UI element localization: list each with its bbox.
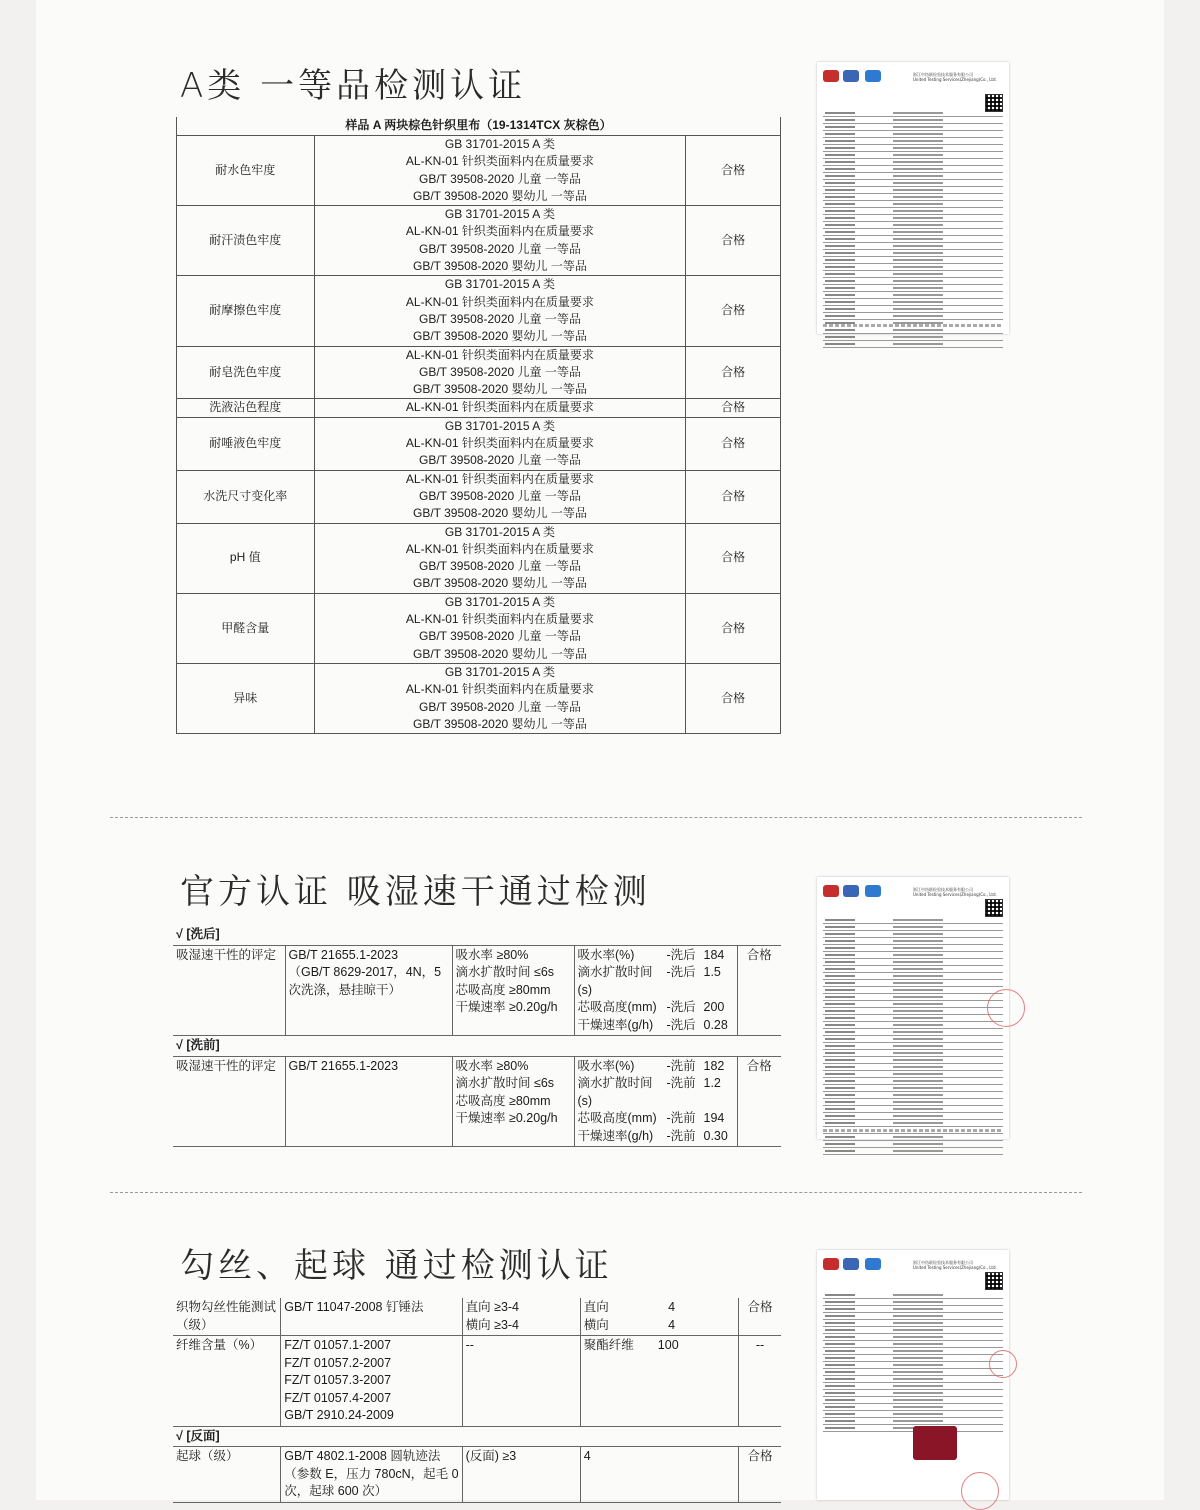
result: 合格 (686, 136, 781, 206)
report-line (823, 208, 1003, 215)
company-name: 浙江中纺联检验技术服务有限公司 United Testing Services(Zhejiang)Co., Ltd. (913, 1260, 997, 1270)
pilling-row (173, 1447, 781, 1503)
report-line (823, 973, 1003, 980)
standard-line: AL-KN-01 针织类面料内在质量要求 (405, 224, 594, 239)
standard-line: GB/T 39508-2020 婴幼儿 一等品 (412, 646, 587, 661)
standard-line: GB/T 39508-2020 婴幼儿 一等品 (412, 576, 587, 591)
divider (110, 1192, 1082, 1193)
report-line (823, 131, 1003, 138)
standard-line: GB/T 39508-2020 婴幼儿 一等品 (412, 382, 587, 397)
result: 合格 (737, 945, 781, 1036)
qr-code-icon (985, 899, 1003, 917)
table-row (177, 593, 781, 663)
report-line (823, 1320, 1003, 1327)
standard-list (314, 399, 686, 417)
standard-list (314, 663, 686, 733)
report-line (823, 334, 1003, 341)
item-name: 水洗尺寸变化率 (177, 470, 315, 523)
table-row (177, 523, 781, 593)
report-line (823, 1376, 1003, 1383)
report-thumbnail-c (817, 1250, 1009, 1500)
report-line (823, 341, 1003, 348)
report-line (823, 952, 1003, 959)
report-line (823, 1057, 1003, 1064)
item-name: 吸湿速干性的评定 (173, 1056, 285, 1147)
fiber-row (173, 1336, 781, 1427)
report-line (823, 945, 1003, 952)
item-name: 纤维含量（%） (173, 1336, 281, 1427)
standard-line: GB/T 39508-2020 儿童 一等品 (418, 311, 581, 326)
report-line (823, 229, 1003, 236)
report-line (823, 959, 1003, 966)
item-name: 起球（级） (173, 1447, 281, 1503)
report-line (823, 215, 1003, 222)
report-line (823, 271, 1003, 278)
item-name: pH 值 (177, 523, 315, 593)
seal-stamp-icon (989, 1350, 1017, 1378)
table-row (177, 206, 781, 276)
report-line (823, 1141, 1003, 1148)
before-wash-label: √ [洗前] (173, 1036, 781, 1057)
standard-line: GB 31701-2015 A 类 (444, 524, 555, 539)
report-line (823, 1355, 1003, 1362)
report-line (823, 1001, 1003, 1008)
standard-line: GB/T 39508-2020 婴幼儿 一等品 (412, 259, 587, 274)
report-line (823, 1397, 1003, 1404)
section-a-title: A类 一等品检测认证 (180, 66, 527, 106)
table-header-row (177, 117, 781, 136)
company-name: 浙江中纺联检验技术服务有限公司 United Testing Services(Zhejiang)Co., Ltd. (913, 72, 997, 82)
report-line (823, 1390, 1003, 1397)
measured-line: 滴水扩散时间(s) -洗后 1.5 (577, 965, 721, 997)
standard-line: AL-KN-01 针织类面料内在质量要求 (405, 682, 594, 697)
report-line (823, 299, 1003, 306)
standard-line: GB/T 39508-2020 儿童 一等品 (418, 629, 581, 644)
report-rows (823, 110, 1003, 348)
report-line (823, 1099, 1003, 1106)
standard-line: GB 31701-2015 A 类 (444, 664, 555, 679)
report-line (823, 187, 1003, 194)
report-line (823, 327, 1003, 334)
standard-line: AL-KN-01 针织类面料内在质量要求 (405, 400, 594, 415)
report-line (823, 250, 1003, 257)
sample-header: 样品 A 两块棕色针织里布（19-1314TCX 灰棕色） (177, 117, 781, 136)
report-line (823, 117, 1003, 124)
report-line (823, 1043, 1003, 1050)
ilac-logo-icon (865, 1258, 881, 1270)
item-name: 耐水色牢度 (177, 136, 315, 206)
section-c-title: 勾丝、起球 通过检测认证 (180, 1246, 613, 1286)
report-line (823, 1050, 1003, 1057)
report-line (823, 124, 1003, 131)
report-line (823, 236, 1003, 243)
standard-list (314, 470, 686, 523)
measured-line: 吸水率(%) -洗前 182 (577, 1058, 725, 1073)
report-line (823, 159, 1003, 166)
cma-logo-icon (823, 70, 839, 82)
report-line (823, 243, 1003, 250)
standard-line: GB 31701-2015 A 类 (444, 137, 555, 151)
report-line (823, 980, 1003, 987)
standard-line: GB/T 39508-2020 婴幼儿 一等品 (412, 506, 587, 521)
measured-line: 芯吸高度(mm) -洗后 200 (577, 1000, 725, 1014)
standard-line: AL-KN-01 针织类面料内在质量要求 (405, 294, 594, 309)
requirement: 吸水率 ≥80% 滴水扩散时间 ≤6s 芯吸高度 ≥80mm 干燥速率 ≥0.20g/h (452, 945, 574, 1036)
seal-stamp-icon (961, 1472, 999, 1510)
report-thumbnail-a (817, 62, 1009, 334)
item-name: 异味 (177, 663, 315, 733)
report-line (823, 1313, 1003, 1320)
item-name: 耐摩擦色牢度 (177, 276, 315, 346)
report-line (823, 194, 1003, 201)
standard-line: AL-KN-01 针织类面料内在质量要求 (405, 541, 594, 556)
report-line (823, 180, 1003, 187)
report-line (823, 938, 1003, 945)
report-line (823, 1008, 1003, 1015)
cma-logo-icon (823, 1258, 839, 1270)
standard-list (314, 417, 686, 470)
item-name: 耐汗渍色牢度 (177, 206, 315, 276)
standard-line: GB/T 39508-2020 儿童 一等品 (418, 453, 581, 468)
standard-line: GB 31701-2015 A 类 (444, 418, 555, 433)
cma-logo-icon (823, 885, 839, 897)
report-line (823, 1306, 1003, 1313)
seal-stamp-icon (987, 989, 1025, 1027)
report-line (823, 292, 1003, 299)
report-thumbnail-b (817, 877, 1009, 1139)
item-name: 耐皂洗色牢度 (177, 346, 315, 399)
report-line (823, 1036, 1003, 1043)
item-name: 甲醛含量 (177, 593, 315, 663)
report-line (823, 1071, 1003, 1078)
measured-values: 聚酯纤维 100 (580, 1336, 738, 1427)
report-line (823, 1292, 1003, 1299)
before-wash-row (173, 1056, 781, 1147)
reverse-side-label: √ [反面] (173, 1426, 781, 1447)
standard-list (314, 136, 686, 206)
standard-line: AL-KN-01 针织类面料内在质量要求 (405, 471, 594, 486)
standard-line: GB/T 39508-2020 儿童 一等品 (418, 488, 581, 503)
standard-line: GB/T 39508-2020 儿童 一等品 (418, 171, 581, 186)
measured-values (574, 1056, 737, 1147)
report-line (823, 285, 1003, 292)
measured-line: 干燥速率(g/h) -洗后 0.28 (577, 1017, 728, 1032)
item-name: 织物勾丝性能测试（级） (173, 1298, 281, 1336)
fabric-swatch-image (913, 1426, 957, 1460)
measured-line: 干燥速率(g/h) -洗前 0.30 (577, 1128, 728, 1143)
report-line (823, 264, 1003, 271)
standard-line: GB/T 39508-2020 婴幼儿 一等品 (412, 716, 587, 731)
result: 合格 (686, 399, 781, 417)
result: 合格 (686, 206, 781, 276)
report-line (823, 1106, 1003, 1113)
standard: GB/T 21655.1-2023 （GB/T 8629-2017，4N，5 次洗涤，悬挂晾干） (285, 945, 452, 1036)
standard-list (314, 523, 686, 593)
table-row (177, 136, 781, 206)
cnas-logo-icon (843, 1258, 859, 1270)
requirement: 吸水率 ≥80% 滴水扩散时间 ≤6s 芯吸高度 ≥80mm 干燥速率 ≥0.20g/h (452, 1056, 574, 1147)
report-line (823, 145, 1003, 152)
report-line (823, 987, 1003, 994)
standard-line: AL-KN-01 针织类面料内在质量要求 (405, 436, 594, 451)
standard-list (314, 346, 686, 399)
standard-list (314, 276, 686, 346)
standard-line: GB 31701-2015 A 类 (444, 594, 555, 609)
report-line (823, 1362, 1003, 1369)
company-name: 浙江中纺联检验技术服务有限公司 United Testing Services(Zhejiang)Co., Ltd. (913, 887, 997, 897)
requirement: (反面) ≥3 (462, 1447, 580, 1503)
table-row (177, 470, 781, 523)
result: 合格 (739, 1447, 781, 1503)
result: 合格 (686, 417, 781, 470)
result: 合格 (686, 276, 781, 346)
report-line (823, 1085, 1003, 1092)
report-line (823, 1383, 1003, 1390)
report-line (823, 1334, 1003, 1341)
report-line (823, 1029, 1003, 1036)
result: 合格 (686, 663, 781, 733)
measured-values: 4 (580, 1447, 738, 1503)
report-line (823, 257, 1003, 264)
report-line (823, 166, 1003, 173)
report-line (823, 1418, 1003, 1425)
report-line (823, 278, 1003, 285)
standard-line: GB/T 39508-2020 儿童 一等品 (418, 699, 581, 714)
report-line (823, 1404, 1003, 1411)
grade-a-table (176, 117, 781, 734)
standard-line: AL-KN-01 针织类面料内在质量要求 (405, 347, 594, 362)
report-line (823, 917, 1003, 924)
result: 合格 (737, 1056, 781, 1147)
result: 合格 (686, 470, 781, 523)
report-line (823, 1299, 1003, 1306)
report-line (823, 1120, 1003, 1127)
report-line (823, 1015, 1003, 1022)
requirement: -- (462, 1336, 580, 1427)
report-line (823, 994, 1003, 1001)
snag-pilling-table (173, 1298, 781, 1503)
item-name: 耐唾液色牢度 (177, 417, 315, 470)
qr-code-icon (985, 1272, 1003, 1290)
measured-line: 滴水扩散时间(s) -洗前 1.2 (577, 1076, 721, 1108)
report-line (823, 1078, 1003, 1085)
measured-line: 芯吸高度(mm) -洗前 194 (577, 1111, 725, 1125)
report-line (823, 1148, 1003, 1155)
table-row (177, 399, 781, 417)
report-rows (823, 917, 1003, 1155)
report-line (823, 201, 1003, 208)
measured-values (574, 945, 737, 1036)
standard-line: GB/T 39508-2020 儿童 一等品 (418, 559, 581, 574)
standard-list (314, 206, 686, 276)
cnas-logo-icon (843, 70, 859, 82)
standard: FZ/T 01057.1-2007 FZ/T 01057.2-2007 FZ/T 01057.3-2007 FZ/T 01057.4-2007 GB/T 2910.24-2009 (281, 1336, 462, 1427)
report-line (823, 1092, 1003, 1099)
table-row (177, 276, 781, 346)
result: 合格 (739, 1298, 781, 1336)
report-line (823, 313, 1003, 320)
standard-line: AL-KN-01 针织类面料内在质量要求 (405, 154, 594, 169)
result: 合格 (686, 523, 781, 593)
standard-line: GB/T 39508-2020 婴幼儿 一等品 (412, 188, 587, 203)
report-line (823, 222, 1003, 229)
table-row (177, 346, 781, 399)
result: 合格 (686, 593, 781, 663)
report-line (823, 173, 1003, 180)
cnas-logo-icon (843, 885, 859, 897)
report-line (823, 966, 1003, 973)
section-b-title: 官方认证 吸湿速干通过检测 (180, 872, 651, 912)
snag-row (173, 1298, 781, 1336)
standard-line: GB 31701-2015 A 类 (444, 207, 555, 222)
divider (110, 817, 1082, 818)
report-line (823, 931, 1003, 938)
table-row (177, 663, 781, 733)
standard: GB/T 4802.1-2008 圆轨迹法 （参数 E，压力 780cN，起毛 0 次，起球 600 次） (281, 1447, 462, 1503)
ilac-logo-icon (865, 70, 881, 82)
report-line (823, 1134, 1003, 1141)
report-line (823, 1411, 1003, 1418)
standard-line: GB 31701-2015 A 类 (444, 277, 555, 292)
item-name: 吸湿速干性的评定 (173, 945, 285, 1036)
report-line (823, 1064, 1003, 1071)
report-line (823, 110, 1003, 117)
report-line (823, 1113, 1003, 1120)
report-line (823, 924, 1003, 931)
standard: GB/T 21655.1-2023 (285, 1056, 452, 1147)
item-name: 洗液沾色程度 (177, 399, 315, 417)
standard-list (314, 593, 686, 663)
report-line (823, 1022, 1003, 1029)
report-line (823, 306, 1003, 313)
report-line (823, 1327, 1003, 1334)
quick-dry-table (173, 925, 781, 1147)
standard-line: AL-KN-01 针织类面料内在质量要求 (405, 612, 594, 627)
result: -- (739, 1336, 781, 1427)
table-row (177, 417, 781, 470)
report-line (823, 1341, 1003, 1348)
standard-line: GB/T 39508-2020 儿童 一等品 (418, 364, 581, 379)
standard-line: GB/T 39508-2020 儿童 一等品 (418, 241, 581, 256)
report-line (823, 138, 1003, 145)
ilac-logo-icon (865, 885, 881, 897)
after-wash-label: √ [洗后] (173, 925, 781, 945)
report-line (823, 1348, 1003, 1355)
measured-line: 吸水率(%) -洗后 184 (577, 947, 725, 962)
result: 合格 (686, 346, 781, 399)
report-line (823, 152, 1003, 159)
requirement: 直向 ≥3-4 横向 ≥3-4 (462, 1298, 580, 1336)
report-line (823, 1369, 1003, 1376)
standard: GB/T 11047-2008 钉锤法 (281, 1298, 462, 1336)
after-wash-row (173, 945, 781, 1036)
report-rows (823, 1292, 1003, 1432)
standard-line: GB/T 39508-2020 婴幼儿 一等品 (412, 329, 587, 344)
measured-values: 直向 4 横向 4 (580, 1298, 738, 1336)
